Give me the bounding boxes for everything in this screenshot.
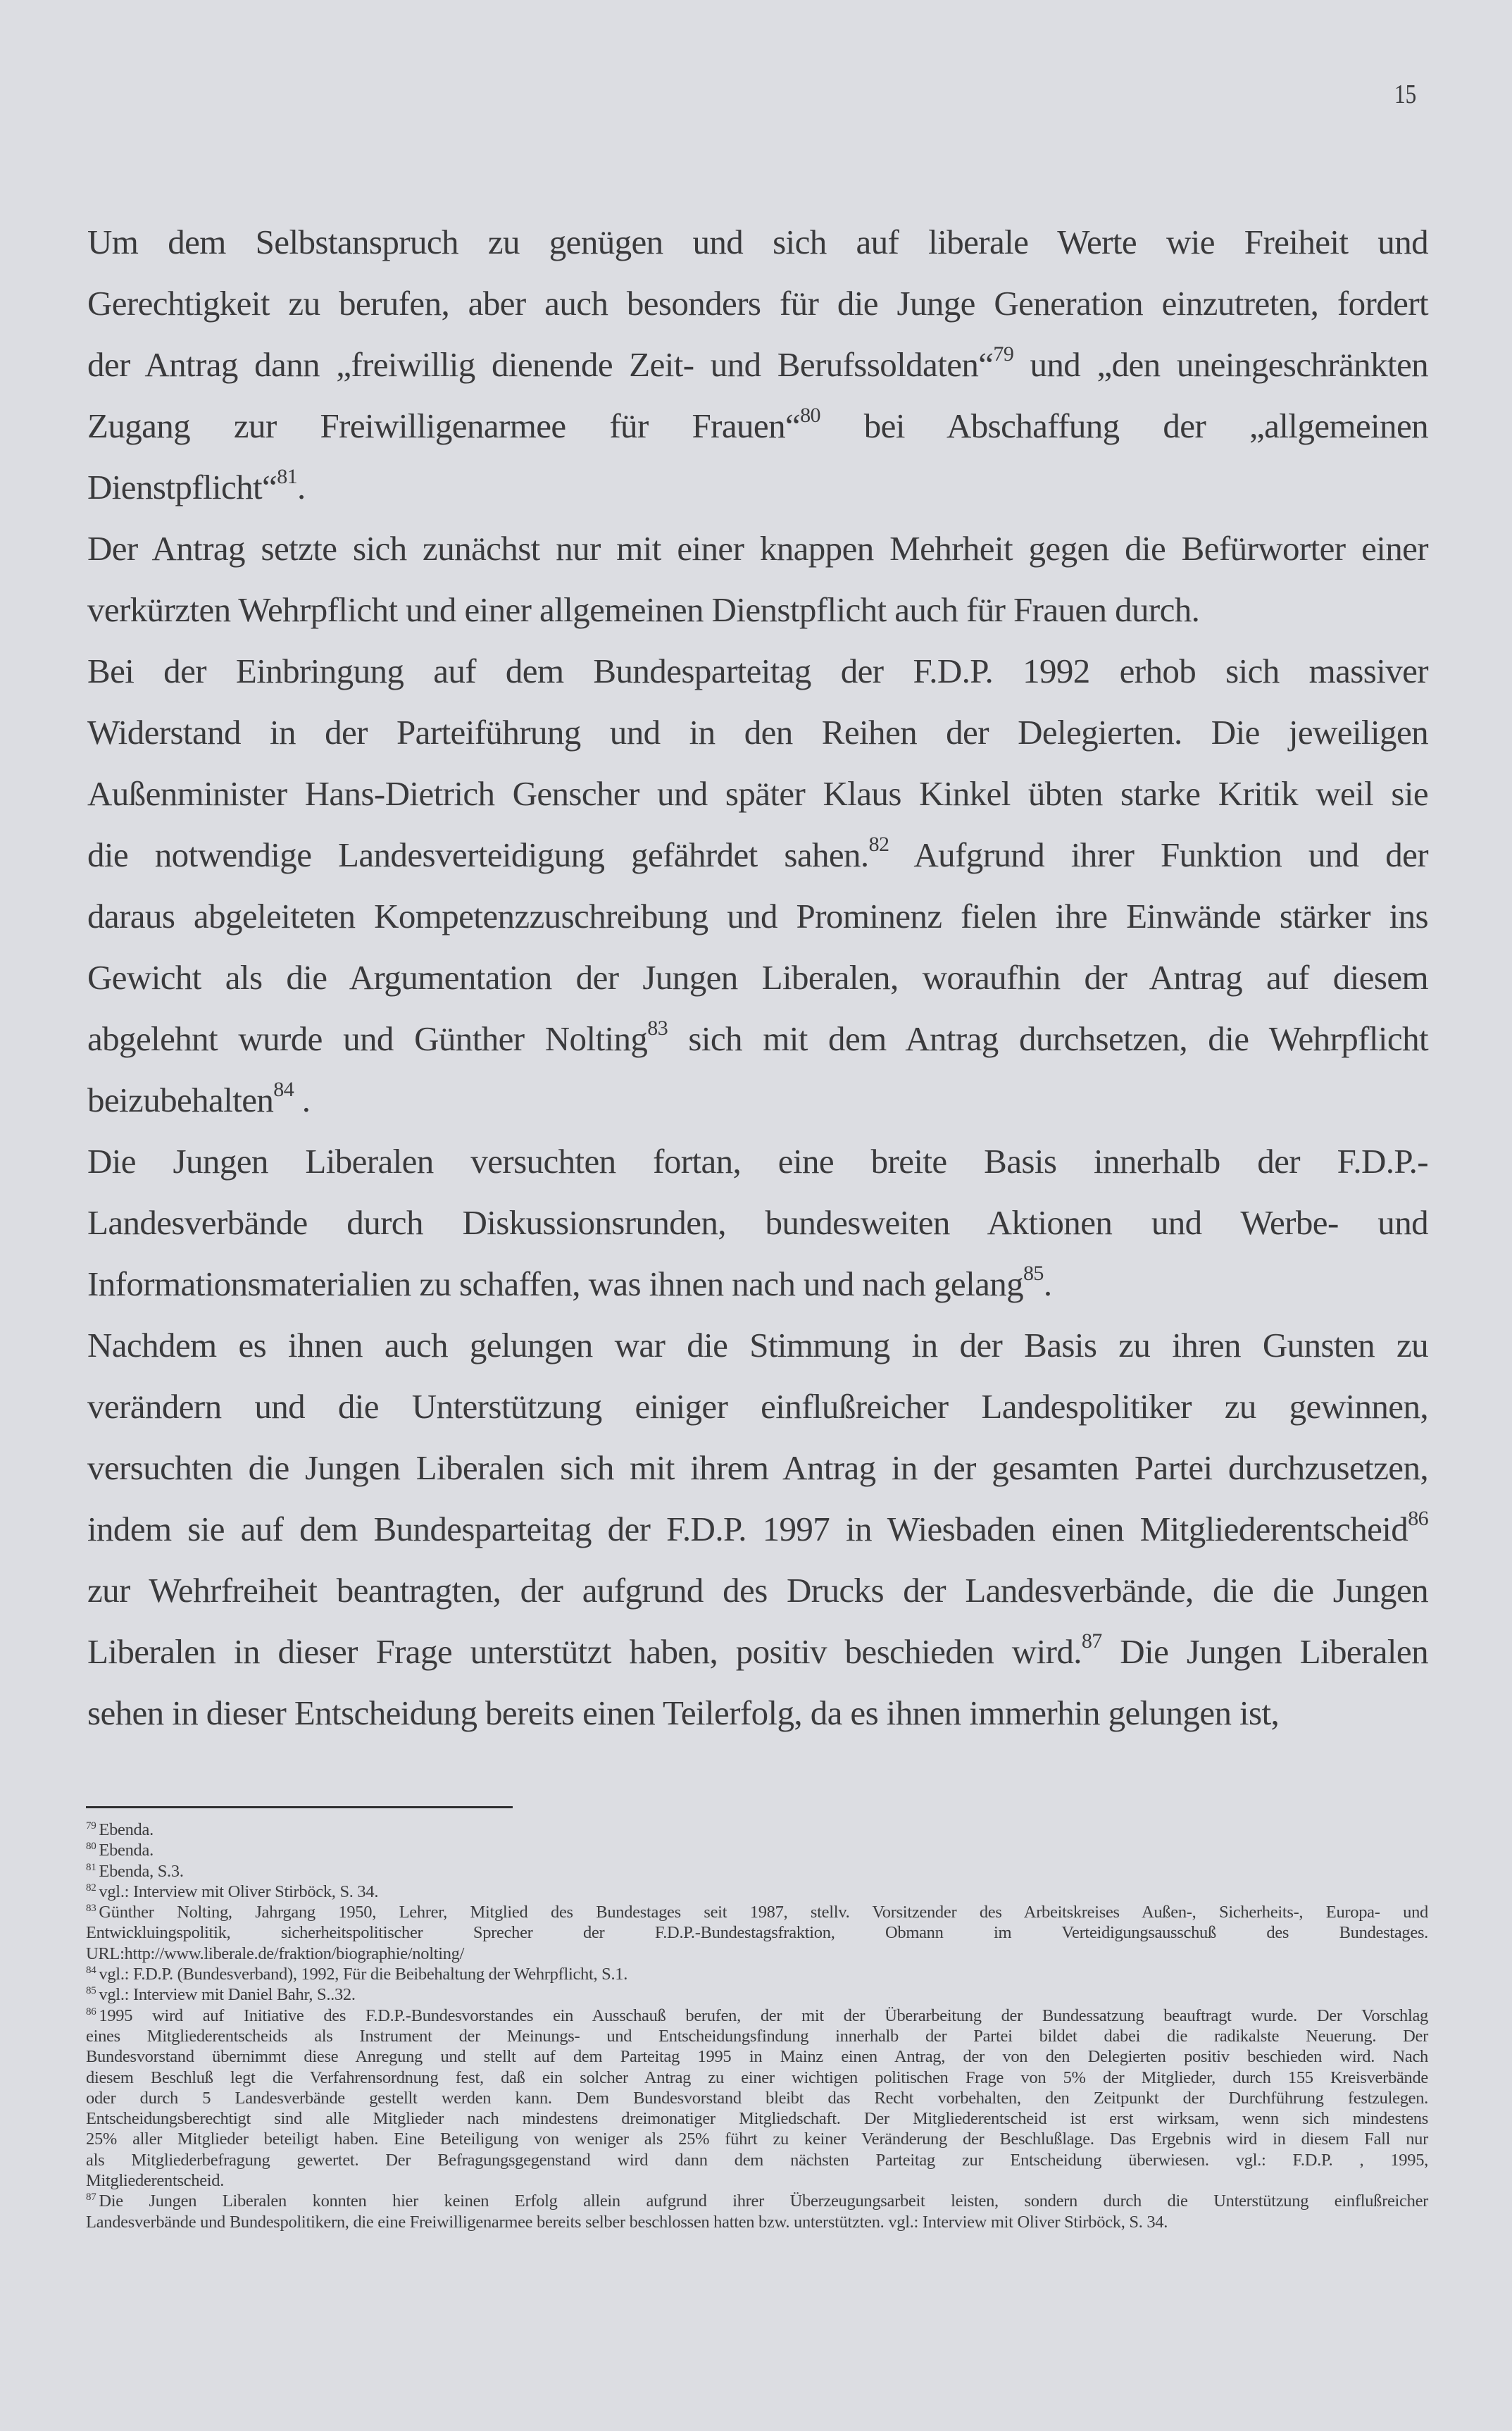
footnote-text: eines Mitgliederentscheids als Instrument der Meinungs- und Entscheidungsfindung innerhalb der Partei bildet dabei die radikalste Neuerung. Der [86,2026,1428,2046]
body-text-segment: Liberalen in dieser Frage unterstützt haben, positiv beschieden wird. [87,1632,1082,1671]
body-text-segment: Dienstpflicht“ [87,468,277,506]
body-text-segment: Landesverbände durch Diskussionsrunden, bundesweiten Aktionen und Werbe- und [87,1203,1428,1242]
body-text-segment: verkürzten Wehrpflicht und einer allgemeinen Dienstpflicht auch für Frauen durch. [87,590,1200,629]
footnote-continuation [86,1922,1428,1943]
body-text-segment: Um dem Selbstanspruch zu genügen und sich auf liberale Werte wie Freiheit und [87,223,1428,261]
body-line [87,579,1428,640]
body-line [87,1682,1428,1743]
footnote-continuation [86,2068,1428,2088]
body-line [87,640,1428,702]
footnote-number: 87 [86,2191,96,2203]
body-text-segment: bei Abschaffung der „allgemeinen [820,406,1428,445]
body-line [87,1131,1428,1192]
footnote-reference[interactable]: 86 [1408,1507,1428,1530]
body-line [87,1253,1428,1314]
body-text-segment: . [1043,1264,1052,1303]
footnote-number: 83 [86,1903,96,1915]
body-text-segment: Zugang zur Freiwilligenarmee für Frauen“ [87,406,801,445]
footnote-number: 81 [86,1861,96,1873]
footnote-text: Entscheidungsberechtigt sind alle Mitglieder nach mindestens dreimonatiger Mitgliedschaft. Der Mitgliederentscheid ist erst wirksam, wenn sich mindestens [86,2109,1428,2129]
body-text-segment: sich mit dem Antrag durchsetzen, die Wehrpflicht [668,1019,1428,1058]
footnote-reference[interactable]: 82 [868,833,889,856]
body-text-segment: Widerstand in der Parteiführung und in den Reihen der Delegierten. Die jeweiligen [87,713,1428,752]
footnote-text: oder durch 5 Landesverbände gestellt werden kann. Dem Bundesvorstand bleibt das Recht vorbehalten, den Zeitpunkt der Durchführung festzulegen. [86,2088,1428,2108]
footnote-text: Mitgliederentscheid. [86,2171,225,2191]
footnote-text: vgl.: Interview mit Oliver Stirböck, S. 34. [99,1882,379,1901]
body-line [87,1560,1428,1621]
footnote-text: 1995 wird auf Initiative des F.D.P.-Bundesvorstandes ein Ausschauß berufen, der mit der Überarbeitung der Bundessatzung beauftragt wurde. Der Vorschlag [99,2006,1428,2025]
footnote-continuation [86,2129,1428,2149]
footnote-text: Ebenda. [99,1841,154,1860]
body-text-segment: Gerechtigkeit zu berufen, aber auch besonders für die Junge Generation einzutreten, fordert [87,284,1428,323]
footnote-number: 79 [86,1820,96,1832]
body-line [87,1437,1428,1498]
footnote-reference[interactable]: 81 [277,465,297,488]
footnote-item [86,1820,1428,1840]
body-line [87,1069,1428,1131]
footnote-text: Ebenda, S.3. [99,1861,184,1881]
footnote-item [86,2006,1428,2026]
footnote-reference[interactable]: 83 [647,1016,668,1040]
footnote-continuation [86,2108,1428,2129]
body-text-segment: zur Wehrfreiheit beantragten, der aufgrund des Drucks der Landesverbände, die die Jungen [87,1571,1428,1610]
body-text-segment: verändern und die Unterstützung einiger einflußreicher Landespolitiker zu gewinnen, [87,1387,1428,1426]
footnote-text: vgl.: Interview mit Daniel Bahr, S..32. [99,1985,356,2005]
footnote-item [86,1964,1428,1984]
body-text-segment: Aufgrund ihrer Funktion und der [889,835,1428,874]
body-text-segment: der Antrag dann „freiwillig dienende Zeit- und Berufssoldaten“ [87,345,994,384]
body-line [87,395,1428,456]
footnote-number: 86 [86,2006,96,2017]
footnote-reference[interactable]: 85 [1023,1262,1044,1285]
footnote-text: diesem Beschluß legt die Verfahrensordnung fest, daß ein solcher Antrag zu einer wichtigen politischen Frage von 5% der Mitglieder, durch 155 Kreisverbände [86,2068,1428,2087]
body-text-segment: abgelehnt wurde und Günther Nolting [87,1019,648,1058]
body-text [87,211,1428,1743]
footnote-text: 25% aller Mitglieder beteiligt haben. Eine Beteiligung von weniger als 25% führt zu keiner Veränderung der Beschlußlage. Das Ergebnis wird in diesem Fall nur [86,2130,1428,2149]
footnote-item [86,1861,1428,1882]
body-line [87,702,1428,763]
body-line [87,518,1428,579]
footnote-text: als Mitgliederbefragung gewertet. Der Befragungsgegenstand wird dann dem nächsten Parteitag zur Entscheidung überwiesen. vgl.: F.D.P. , 1995, [86,2150,1428,2170]
body-line [87,1314,1428,1376]
footnote-text: Die Jungen Liberalen konnten hier keinen Erfolg allein aufgrund ihrer Überzeugungsarbeit leisten, sondern durch die Unterstützung einflußreicher [99,2191,1428,2211]
body-line [87,824,1428,885]
footnote-item [86,1840,1428,1860]
footnote-continuation [86,2088,1428,2108]
body-text-segment: . [297,468,306,506]
footnote-number: 80 [86,1841,96,1853]
footnote-text: Günther Nolting, Jahrgang 1950, Lehrer, Mitglied des Bundestages seit 1987, stellv. Vorsitzender des Arbeitskreises Außen-, Sicherheits-, Europa- und [99,1903,1428,1922]
body-text-segment: daraus abgeleiteten Kompetenzzuschreibung und Prominenz fielen ihre Einwände stärker ins [87,897,1428,935]
footnote-number: 84 [86,1965,96,1977]
footnote-text: Landesverbände und Bundespolitikern, die eine Freiwilligenarmee bereits selber beschlossen hatten bzw. unterstützten. vgl.: Interview mit Oliver Stirböck, S. 34. [86,2212,1168,2232]
footnote-text: Ebenda. [99,1820,154,1839]
body-text-segment: Nachdem es ihnen auch gelungen war die Stimmung in der Basis zu ihren Gunsten zu [87,1326,1428,1364]
body-line [87,1008,1428,1069]
body-line [87,1498,1428,1560]
body-text-segment: Informationsmaterialien zu schaffen, was ihnen nach und nach gelang [87,1264,1024,1303]
body-line [87,273,1428,334]
body-text-segment: Außenminister Hans-Dietrich Genscher und später Klaus Kinkel übten starke Kritik weil sie [87,774,1428,813]
body-text-segment: Die Jungen Liberalen [1101,1632,1428,1671]
body-text-segment: und „den uneingeschränkten [1013,345,1428,384]
body-line [87,456,1428,518]
body-line [87,947,1428,1008]
body-text-segment: versuchten die Jungen Liberalen sich mit ihrem Antrag in der gesamten Partei durchzusetzen, [87,1448,1428,1487]
body-text-segment: Gewicht als die Argumentation der Jungen Liberalen, woraufhin der Antrag auf diesem [87,958,1428,997]
footnote-item [86,1882,1428,1902]
footnote-continuation [86,2046,1428,2067]
footnote-reference[interactable]: 80 [800,404,820,427]
footnote-number: 85 [86,1985,96,1997]
footnote-continuation [86,2212,1428,2232]
footnote-item [86,2191,1428,2211]
body-text-segment: beizubehalten [87,1081,274,1119]
body-line [87,885,1428,947]
body-line [87,1376,1428,1437]
body-line [87,1192,1428,1253]
footnote-separator [86,1806,513,1808]
body-text-segment: indem sie auf dem Bundesparteitag der F.D.P. 1997 in Wiesbaden einen Mitgliederentscheid [87,1510,1408,1548]
footnote-reference[interactable]: 87 [1081,1629,1102,1653]
body-text-segment: Bei der Einbringung auf dem Bundesparteitag der F.D.P. 1992 erhob sich massiver [87,652,1428,690]
page-number: 15 [1394,80,1417,109]
body-text-segment: Die Jungen Liberalen versuchten fortan, eine breite Basis innerhalb der F.D.P.- [87,1142,1428,1181]
footnote-continuation [86,2170,1428,2191]
footnote-text: Bundesvorstand übernimmt diese Anregung und stellt auf dem Parteitag 1995 in Mainz einen Antrag, der von den Delegierten positiv beschieden wird. Nach [86,2047,1428,2067]
body-text-segment: Der Antrag setzte sich zunächst nur mit einer knappen Mehrheit gegen die Befürworter einer [87,529,1428,568]
footnote-reference[interactable]: 84 [273,1078,294,1101]
footnote-text: vgl.: F.D.P. (Bundesverband), 1992, Für die Beibehaltung der Wehrpflicht, S.1. [99,1965,628,1984]
footnote-reference[interactable]: 79 [993,342,1014,366]
footnote-continuation [86,1944,1428,1964]
footnote-text: URL:http://www.liberale.de/fraktion/biographie/nolting/ [86,1944,465,1963]
body-text-segment: sehen in dieser Entscheidung bereits einen Teilerfolg, da es ihnen immerhin gelungen ist, [87,1693,1280,1732]
footnotes [86,1820,1428,2232]
footnote-text: Entwickluingspolitik, sicherheitspolitischer Sprecher der F.D.P.-Bundestagsfraktion, Obmann im Verteidigungsausschuß des Bundestages. [86,1923,1428,1943]
body-line [87,334,1428,395]
footnote-item [86,1984,1428,2005]
footnote-number: 82 [86,1882,96,1894]
footnote-continuation [86,2150,1428,2170]
body-line [87,1621,1428,1682]
body-text-segment: . [294,1081,311,1119]
body-line [87,211,1428,273]
footnote-item [86,1902,1428,1922]
footnote-continuation [86,2026,1428,2046]
body-text-segment: die notwendige Landesverteidigung gefährdet sahen. [87,835,869,874]
body-line [87,763,1428,824]
